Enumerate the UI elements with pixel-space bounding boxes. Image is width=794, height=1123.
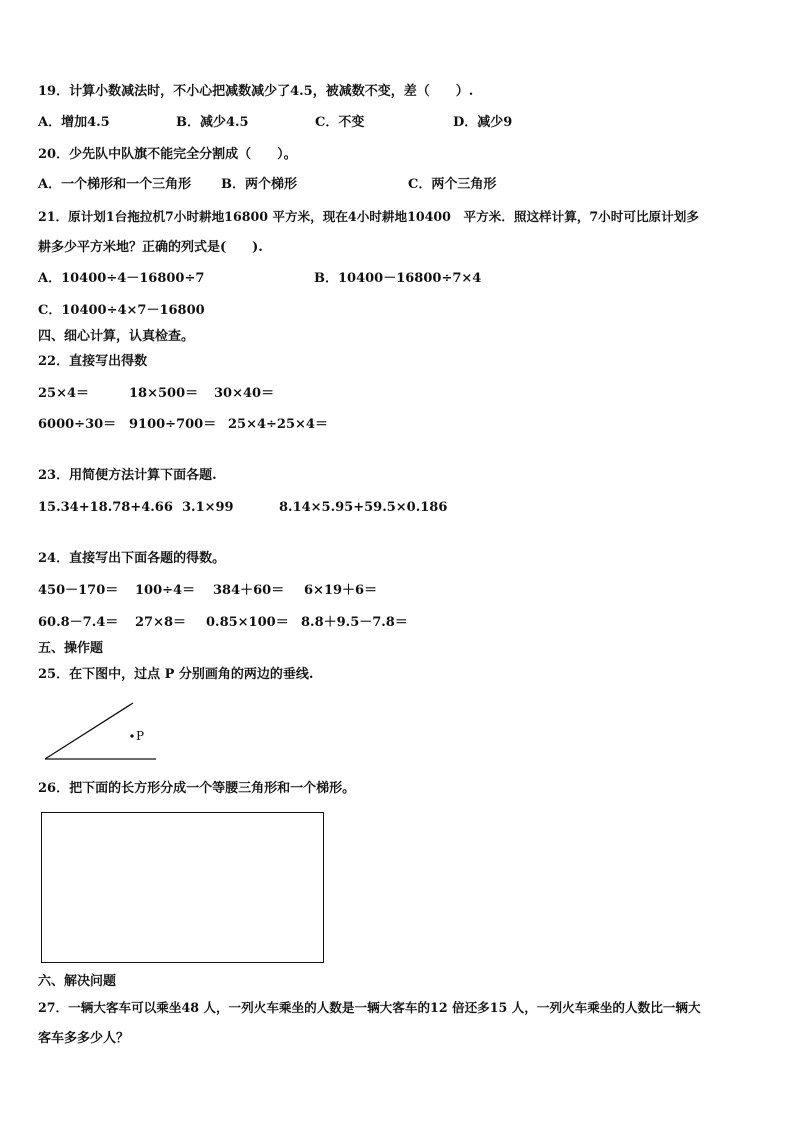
q23-item: 8.14×5.95+59.5×0.186 [279, 500, 448, 515]
q24-stem: 24．直接写出下面各题的得数。 [38, 551, 226, 566]
q19-stem: 19．计算小数减法时，不小心把减数减少了4.5，被减数不变，差（ ）. [38, 84, 474, 99]
point-p-label: P [136, 729, 145, 743]
q24-item: 0.85×100＝ [206, 615, 289, 630]
q24-item: 384＋60＝ [213, 583, 285, 598]
section-6-heading: 六、解决问题 [38, 974, 117, 989]
section-4-heading: 四、细心计算，认真检查。 [38, 329, 195, 344]
section-5-heading: 五、操作题 [38, 641, 104, 656]
q19-option-a: A．增加4.5 [38, 115, 110, 130]
q23-stem: 23．用简便方法计算下面各题. [38, 468, 217, 483]
q24-item: 6×19＋6＝ [304, 583, 378, 598]
q21-option-c: C．10400÷4×7－16800 [38, 303, 205, 318]
q25-stem: 25．在下图中，过点 P 分别画角的两边的垂线. [38, 667, 314, 682]
q20-option-c: C．两个三角形 [408, 177, 497, 192]
q24-item: 450－170＝ [38, 583, 119, 598]
q22-item: 25×4＝ [38, 386, 90, 401]
q22-item: 30×40＝ [214, 386, 275, 401]
q19-option-d: D．减少9 [453, 115, 513, 130]
q23-item: 15.34+18.78+4.66 [38, 500, 173, 515]
q23-item: 3.1×99 [182, 500, 234, 515]
point-p-dot [130, 734, 133, 737]
q22-item: 6000÷30＝ [38, 417, 117, 432]
q26-stem: 26．把下面的长方形分成一个等腰三角形和一个梯形。 [38, 781, 356, 796]
q20-option-a: A．一个梯形和一个三角形 [38, 177, 192, 192]
q19-option-c: C．不变 [315, 115, 365, 130]
q19-option-b: B．减少4.5 [176, 115, 249, 130]
q22-item: 25×4÷25×4＝ [228, 417, 328, 432]
angle-upper-ray [45, 703, 133, 759]
q20-option-b: B．两个梯形 [221, 177, 297, 192]
q21-option-a: A．10400÷4－16800÷7 [38, 271, 205, 286]
rectangle-figure [41, 812, 324, 963]
q22-item: 18×500＝ [129, 386, 199, 401]
q24-item: 8.8＋9.5－7.8＝ [301, 615, 408, 630]
q24-item: 100÷4＝ [135, 583, 196, 598]
q24-item: 27×8＝ [135, 615, 187, 630]
q24-item: 60.8－7.4＝ [38, 615, 119, 630]
q20-stem: 20．少先队中队旗不能完全分割成（ ）。 [38, 147, 297, 162]
q27-stem-line1: 27．一辆大客车可以乘坐48 人，一列火车乘坐的人数是一辆大客车的12 倍还多15 人，一列火车乘坐的人数比一辆大 [38, 1000, 701, 1015]
q21-stem-line2: 耕多少平方米地？正确的列式是( ). [38, 240, 263, 255]
q22-item: 9100÷700＝ [129, 417, 217, 432]
q22-stem: 22．直接写出得数 [38, 354, 148, 369]
q21-option-b: B．10400－16800÷7×4 [314, 271, 482, 286]
q21-stem-line1: 21．原计划1台拖拉机7小时耕地16800 平方米，现在4小时耕地10400 平方米．照这样计算，7小时可比原计划多 [38, 209, 699, 224]
q27-stem-line2: 客车多多少人？ [38, 1031, 130, 1046]
